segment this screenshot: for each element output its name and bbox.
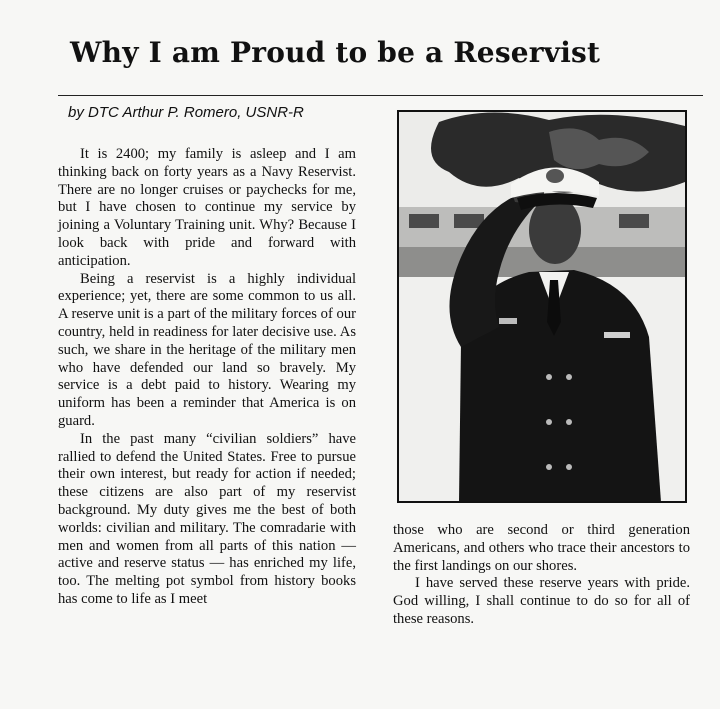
headline-rule — [58, 95, 703, 96]
article-byline: by DTC Arthur P. Romero, USNR-R — [68, 104, 304, 121]
officer-saluting-photo — [397, 110, 687, 503]
article-headline: Why I am Proud to be a Reservist — [70, 36, 601, 69]
paragraph-3: In the past many “civilian soldiers” have rallied to defend the United States. Free to pursue their own interest, but ready for action if needed; these citizens are also part of my reservist background. My duty gives me the best of both worlds: civilian and military. The comradarie with men and women from all parts of this nation — active and reserve status — has enriched my life, too. The melting pot symbol from history books has come to life as I meet — [58, 430, 356, 607]
paragraph-1: It is 2400; my family is asleep and I am thinking back on forty years as a Navy Reservist. There are no longer cruises or paychecks for me, but I have chosen to continue my service by joining a Voluntary Training unit. Why? Because I look back with pride and forward with anticipation. — [58, 146, 356, 269]
paragraph-4: those who are second or third generation Americans, and others who trace their ancestors to the first landings on our shores. — [393, 522, 690, 574]
left-column — [58, 146, 356, 609]
officer-saluting-illustration — [399, 112, 685, 501]
right-column — [393, 522, 690, 629]
paragraph-2: Being a reservist is a highly individual experience; yet, there are some common to us all. A reserve unit is a part of the military forces of our country, held in readiness for later decisive use. As such, we share in the heritage of the military men who have defended our land so bravely. My service is a debt paid to history. Wearing my uniform has been a reminder that America is on guard. — [58, 270, 356, 429]
paragraph-5: I have served these reserve years with pride. God willing, I shall continue to do so for all of these reasons. — [393, 575, 690, 627]
